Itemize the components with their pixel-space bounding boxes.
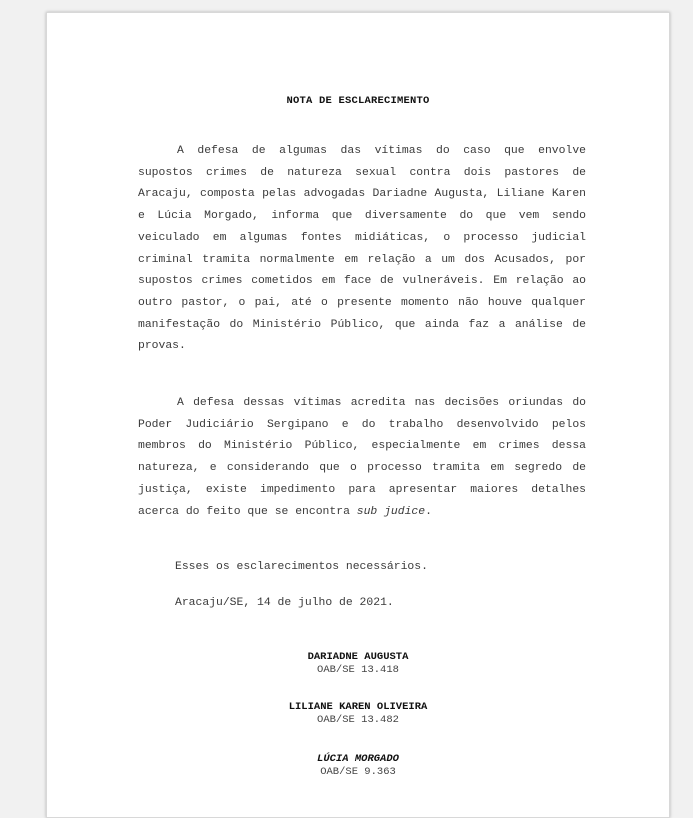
place-date: Aracaju/SE, 14 de julho de 2021. [175, 597, 394, 609]
signature-block [47, 753, 669, 779]
signatory-name: LILIANE KAREN OLIVEIRA [288, 701, 428, 713]
paragraph-2-end: . [425, 505, 432, 518]
paragraph-2-italic: sub judice [356, 505, 426, 518]
document-title: NOTA DE ESCLARECIMENTO [286, 95, 430, 107]
signature-block [47, 651, 669, 677]
signatory-oab: OAB/SE 13.418 [317, 664, 399, 676]
signatory-name: LÚCIA MORGADO [317, 753, 399, 765]
paragraph-1 [138, 141, 586, 358]
signature-block [47, 701, 669, 727]
signatory-oab: OAB/SE 13.482 [317, 714, 399, 726]
paragraph-2 [138, 393, 586, 523]
document-page [46, 12, 670, 818]
closing-line: Esses os esclarecimentos necessários. [175, 561, 428, 573]
paragraph-2-text: A defesa dessas vítimas acredita nas decisões oriundas do Poder Judiciário Sergipano e do trabalho desenvolvido pelos membros do Ministério Público, especialmente em crimes dessa natureza, e considerando que o processo tramita em segredo de justiça, existe impedimento para apresentar maiores detalhes acerca do feito que se encontra [138, 397, 586, 518]
signatory-name: DARIADNE AUGUSTA [307, 651, 409, 663]
paragraph-1-text: A defesa de algumas das vítimas do caso que envolve supostos crimes de natureza sexual contra dois pastores de Aracaju, composta pelas advogadas Dariadne Augusta, Liliane Karen e Lúcia Morgado, informa que diversamente do que vem sendo veiculado em algumas fontes midiáticas, o processo judicial criminal tramita normalmente em relação a um dos Acusados, por supostos crimes cometidos em face de vulneráveis. Em relação ao outro pastor, o pai, até o presente momento não houve qualquer manifestação do Ministério Público, que ainda faz a análise de provas. [138, 145, 586, 353]
signatory-oab: OAB/SE 9.363 [320, 766, 396, 778]
